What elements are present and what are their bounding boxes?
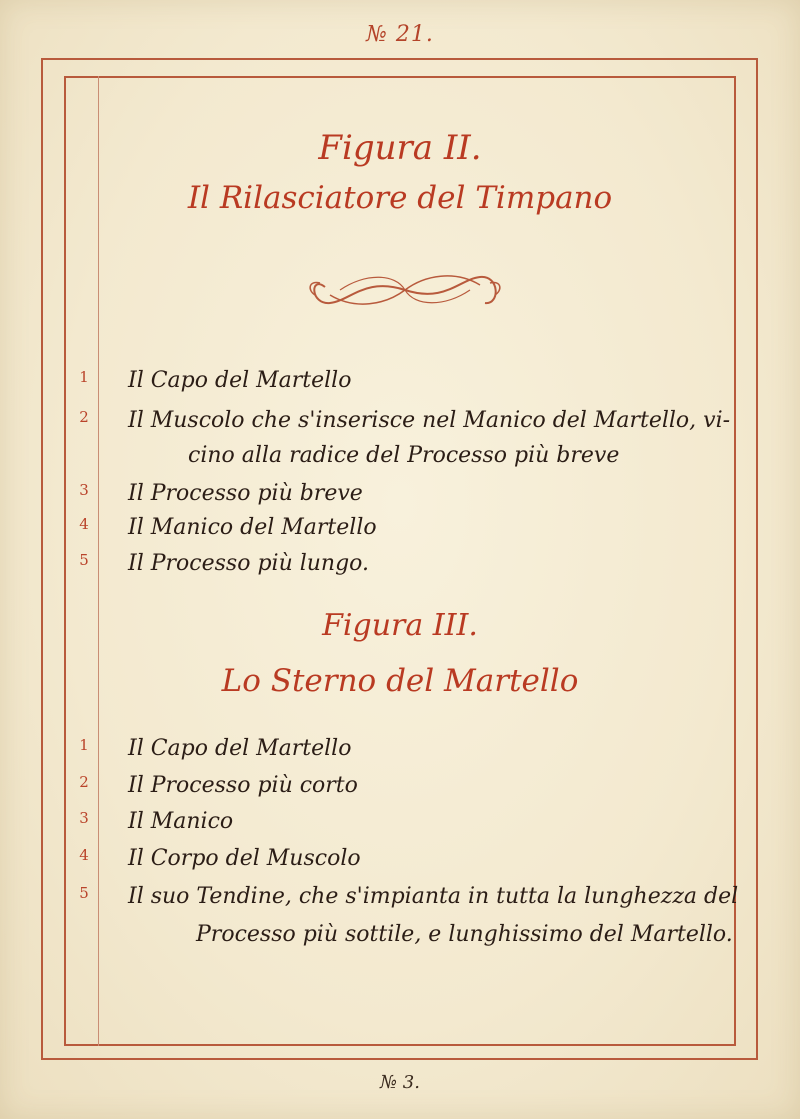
item-number: 5 xyxy=(79,551,89,569)
figure3-subtitle: Lo Sterno del Martello xyxy=(221,663,579,699)
item-text: Il Manico del Martello xyxy=(128,515,377,540)
item-text: Il Capo del Martello xyxy=(128,736,352,761)
item-text: Il Processo più lungo. xyxy=(128,551,370,576)
figure2-item-2-continuation: cino alla radice del Processo più breve xyxy=(188,443,620,468)
item-number: 4 xyxy=(79,515,89,533)
figure3-item-4 xyxy=(0,846,800,882)
item-text: Il Muscolo che s'inserisce nel Manico del Martello, vi- xyxy=(128,408,731,433)
figure2-item-4 xyxy=(0,515,800,551)
item-number: 2 xyxy=(79,408,89,426)
figure2-item-1 xyxy=(0,368,800,404)
item-number: 1 xyxy=(79,736,89,754)
figure3-item-2 xyxy=(0,773,800,809)
figure3-item-5 xyxy=(0,884,800,920)
item-text: Il suo Tendine, che s'impianta in tutta la lunghezza del xyxy=(128,884,739,909)
item-text: Il Capo del Martello xyxy=(128,368,352,393)
figure2-item-2 xyxy=(0,408,800,444)
item-number: 5 xyxy=(79,884,89,902)
figure2-item-5 xyxy=(0,551,800,587)
calligraphic-flourish-ornament xyxy=(305,265,505,315)
item-number: 1 xyxy=(79,368,89,386)
figure3-title: Figura III. xyxy=(322,608,478,643)
figure3-item-1 xyxy=(0,736,800,772)
figure2-title: Figura II. xyxy=(318,128,482,168)
figure3-item-5-continuation: Processo più sottile, e lunghissimo del Martello. xyxy=(196,922,733,947)
item-number: 3 xyxy=(79,809,89,827)
figure2-item-3 xyxy=(0,481,800,517)
item-number: 2 xyxy=(79,773,89,791)
figure3-item-3 xyxy=(0,809,800,845)
footer-signature-mark: № 3. xyxy=(380,1072,420,1093)
figure2-subtitle: Il Rilasciatore del Timpano xyxy=(187,180,613,216)
item-text: Il Manico xyxy=(128,809,234,834)
item-number: 3 xyxy=(79,481,89,499)
item-text: Il Processo più corto xyxy=(128,773,358,798)
item-text: Il Corpo del Muscolo xyxy=(128,846,361,871)
page-number: № 21. xyxy=(366,22,434,47)
item-text: Il Processo più breve xyxy=(128,481,363,506)
item-number: 4 xyxy=(79,846,89,864)
